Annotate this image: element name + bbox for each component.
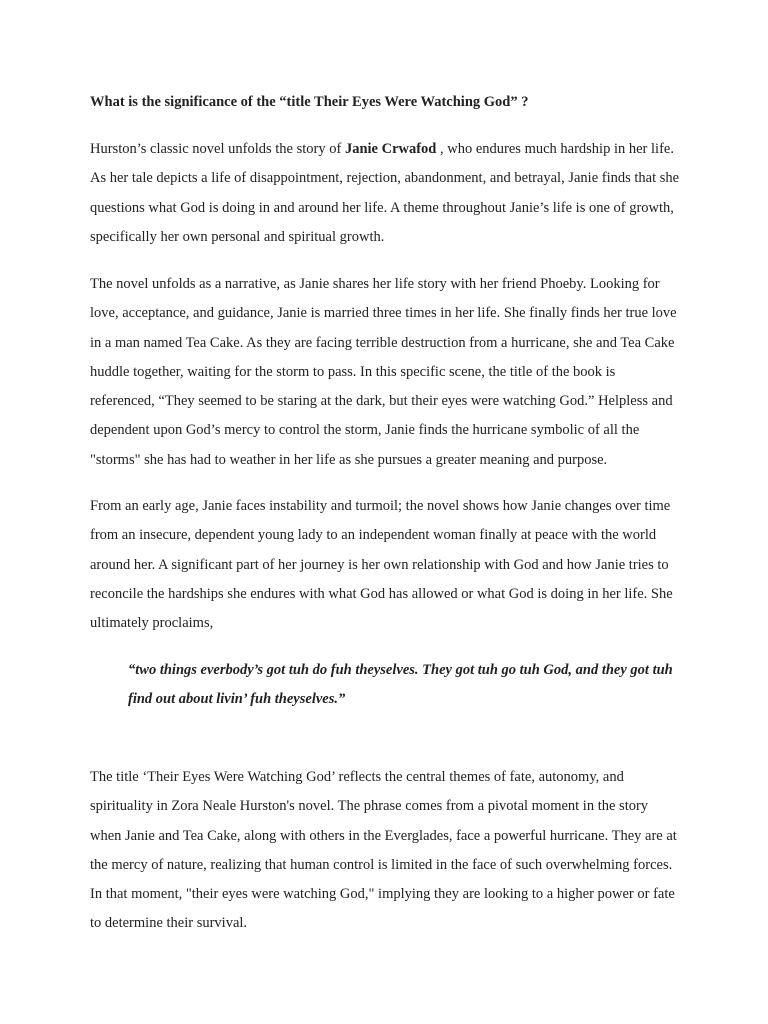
document-heading: What is the significance of the “title Their Eyes Were Watching God” ?	[90, 94, 529, 110]
paragraph-intro	[90, 135, 682, 252]
block-quote: “two things everbody’s got tuh do fuh theyselves. They got tuh go tuh God, and they got tuh find out about livin’ fuh theyselves.”	[128, 662, 673, 708]
paragraph-growth: From an early age, Janie faces instability and turmoil; the novel shows how Janie changes over time from an insecure, dependent young lady to an independent woman finally at peace with the world around her. A significant part of her journey is her own relationship with God and how Janie tries to reconcile the hardships she endures with what God has allowed or what God is doing in her life. She ultimately proclaims,	[90, 498, 673, 632]
paragraph-narrative: The novel unfolds as a narrative, as Janie shares her life story with her friend Phoeby. Looking for love, acceptance, and guidance, Janie is married three times in her life. She finally finds her true love in a man named Tea Cake. As they are facing terrible destruction from a hurricane, she and Tea Cake huddle together, waiting for the storm to pass. In this specific scene, the title of the book is referenced, “They seemed to be staring at the dark, but their eyes were watching God.” Helpless and dependent upon God’s mercy to control the storm, Janie finds the hurricane symbolic of all the "storms" she has had to weather in her life as she pursues a greater meaning and purpose.	[90, 276, 677, 468]
paragraph-intro-before: Hurston’s classic novel unfolds the story of	[90, 141, 345, 157]
paragraph-intro-after: , who endures much hardship in her life. As her tale depicts a life of disappointment, rejection, abandonment, and betrayal, Janie finds that she questions what God is doing in and around her life. A theme throughout Janie’s life is one of growth, specifically her own personal and spiritual growth.	[90, 141, 680, 245]
character-name: Janie Crwafod	[344, 141, 437, 157]
paragraph-title-meaning: The title ‘Their Eyes Were Watching God’ reflects the central themes of fate, autonomy, and spirituality in Zora Neale Hurston's novel. The phrase comes from a pivotal moment in the story when Janie and Tea Cake, along with others in the Everglades, face a powerful hurricane. They are at the mercy of nature, realizing that human control is limited in the face of such overwhelming forces. In that moment, "their eyes were watching God," implying they are looking to a higher power or fate to determine their survival.	[90, 769, 677, 932]
